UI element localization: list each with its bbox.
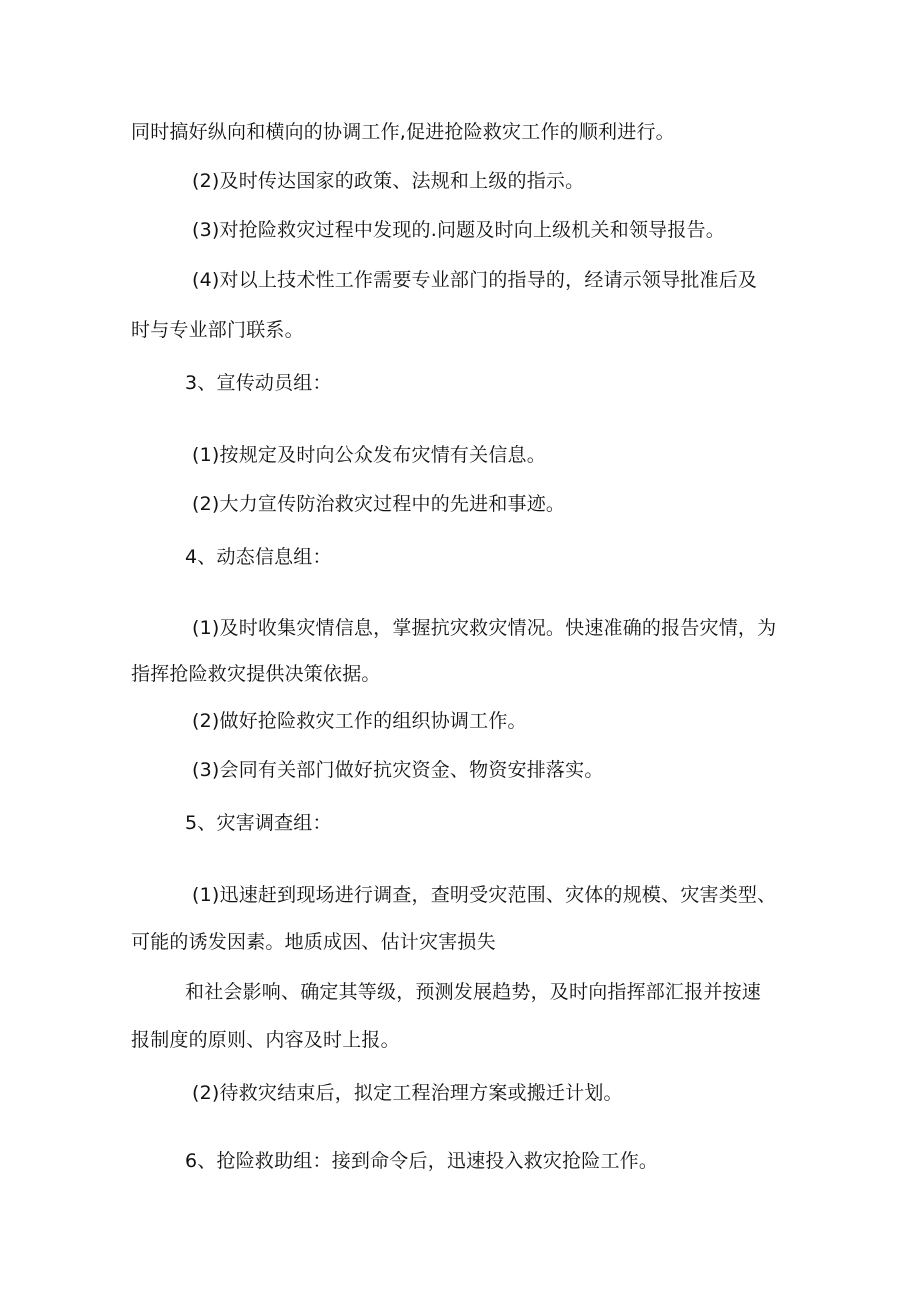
text-line-8: (2)大力宣传防治救灾过程中的先进和事迹。 bbox=[192, 493, 566, 515]
section-heading-5: 5、灾害调查组： bbox=[185, 812, 332, 834]
text-line-2: (2)及时传达国家的政策、法规和上级的指示。 bbox=[192, 170, 585, 192]
text-line-5: 时与专业部门联系。 bbox=[131, 319, 304, 341]
text-line-10: (1)及时收集灾情信息，掌握抗灾救灾情况。快速准确的报告灾情，为 bbox=[192, 617, 777, 639]
text-line-16: 可能的诱发因素。地质成因、估计灾害损失 bbox=[131, 931, 496, 953]
text-line-13: (3)会同有关部门做好抗灾资金、物资安排落实。 bbox=[192, 759, 604, 781]
text-line-17: 和社会影响、确定其等级，预测发展趋势，及时向指挥部汇报并按速 bbox=[185, 981, 762, 1003]
text-line-15: (1)迅速赶到现场进行调查，查明受灾范围、灾体的规模、灾害类型、 bbox=[192, 884, 777, 906]
text-line-18: 报制度的原则、内容及时上报。 bbox=[131, 1029, 400, 1051]
section-heading-6: 6、抢险救助组：接到命令后，迅速投入救灾抢险工作。 bbox=[185, 1150, 659, 1172]
text-line-1: 同时搞好纵向和横向的协调工作,促进抢险救灾工作的顺利进行。 bbox=[131, 121, 675, 143]
section-heading-3: 3、宣传动员组： bbox=[185, 372, 332, 394]
text-line-7: (1)按规定及时向公众发布灾情有关信息。 bbox=[192, 444, 546, 466]
text-line-3: (3)对抢险救灾过程中发现的.问题及时向上级机关和领导报告。 bbox=[192, 219, 725, 241]
text-line-4: (4)对以上技术性工作需要专业部门的指导的，经请示领导批准后及 bbox=[192, 269, 758, 291]
text-line-12: (2)做好抢险救灾工作的组织协调工作。 bbox=[192, 710, 527, 732]
text-line-19: (2)待救灾结束后，拟定工程治理方案或搬迁计划。 bbox=[192, 1082, 623, 1104]
text-line-11: 指挥抢险救灾提供决策依据。 bbox=[131, 663, 381, 685]
section-heading-4: 4、动态信息组： bbox=[185, 546, 332, 568]
